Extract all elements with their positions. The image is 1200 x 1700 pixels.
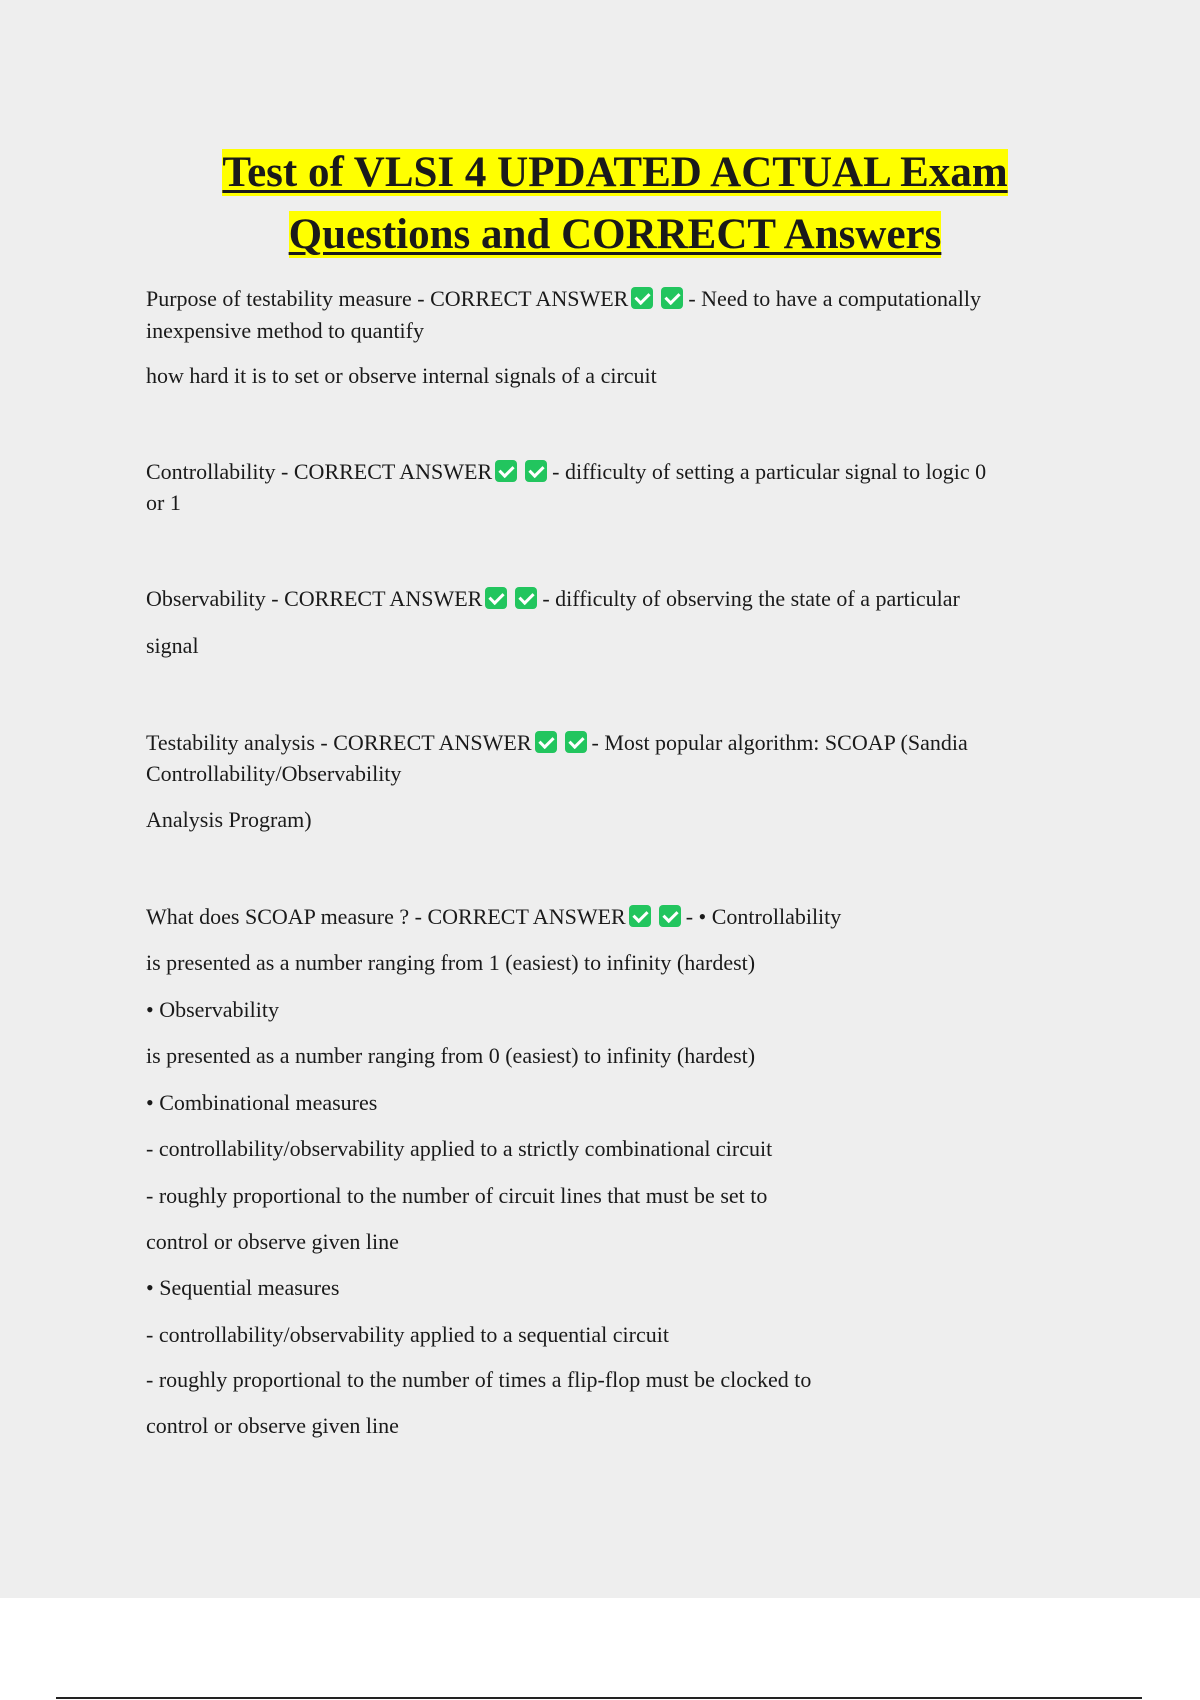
checkmark-icon — [515, 587, 537, 609]
checkmark-icon — [495, 460, 517, 482]
title-line-1: Test of VLSI 4 UPDATED ACTUAL Exam — [222, 149, 1008, 196]
qa-5-answer-line: is presented as a number ranging from 1 (easiest) to infinity (hardest) — [146, 950, 756, 975]
qa-4-question: Testability analysis - CORRECT ANSWER — [146, 730, 532, 755]
document-title — [120, 142, 1110, 266]
qa-1-first-line — [146, 284, 1086, 314]
qa-5-answer-line: - controllability/observability applied to a strictly combinational circuit — [146, 1136, 773, 1161]
qa-3-answer-start: - difficulty of observing the state of a particular — [542, 586, 960, 611]
qa-5-answer-line: control or observe given line — [146, 1229, 399, 1254]
checkmark-icon — [629, 905, 651, 927]
qa-1-answer-line: inexpensive method to quantify — [146, 318, 424, 343]
qa-1-answer-start: - Need to have a computationally — [688, 286, 981, 311]
qa-2-first-line — [146, 457, 1086, 487]
checkmark-icon — [661, 287, 683, 309]
qa-5-answer-start: - • Controllability — [685, 904, 842, 929]
qa-2-answer-start: - difficulty of setting a particular signal to logic 0 — [552, 459, 987, 484]
qa-1-answer-line: how hard it is to set or observe internal signals of a circuit — [146, 363, 657, 388]
qa-5-answer-line: - roughly proportional to the number of times a flip-flop must be clocked to — [146, 1367, 812, 1392]
checkmark-icon — [631, 287, 653, 309]
qa-5-answer-line: • Combinational measures — [146, 1090, 378, 1115]
qa-5-answer-line: - controllability/observability applied to a sequential circuit — [146, 1322, 669, 1347]
qa-2-question: Controllability - CORRECT ANSWER — [146, 459, 493, 484]
qa-3-question: Observability - CORRECT ANSWER — [146, 586, 483, 611]
qa-5-answer-line: • Observability — [146, 997, 279, 1022]
qa-5-answer-line: • Sequential measures — [146, 1275, 340, 1300]
qa-4-answer-line: Analysis Program) — [146, 807, 312, 832]
checkmark-icon — [525, 460, 547, 482]
page-divider — [56, 1697, 1142, 1699]
qa-5-answer-line: is presented as a number ranging from 0 (easiest) to infinity (hardest) — [146, 1043, 756, 1068]
checkmark-icon — [565, 731, 587, 753]
qa-4-first-line — [146, 728, 1086, 758]
qa-5-first-line — [146, 902, 1086, 932]
checkmark-icon — [485, 587, 507, 609]
qa-3-first-line — [146, 584, 1086, 614]
qa-5-answer-line: - roughly proportional to the number of circuit lines that must be set to — [146, 1183, 768, 1208]
checkmark-icon — [535, 731, 557, 753]
title-line-2: Questions and CORRECT Answers — [288, 211, 942, 258]
qa-2-answer-line: or 1 — [146, 490, 181, 515]
qa-1-question: Purpose of testability measure - CORRECT ANSWER — [146, 286, 629, 311]
checkmark-icon — [659, 905, 681, 927]
qa-5-question: What does SCOAP measure ? - CORRECT ANSWER — [146, 904, 626, 929]
qa-5-answer-line: control or observe given line — [146, 1413, 399, 1438]
qa-4-answer-line: Controllability/Observability — [146, 761, 402, 786]
qa-4-answer-start: - Most popular algorithm: SCOAP (Sandia — [591, 730, 968, 755]
qa-3-answer-line: signal — [146, 633, 199, 658]
